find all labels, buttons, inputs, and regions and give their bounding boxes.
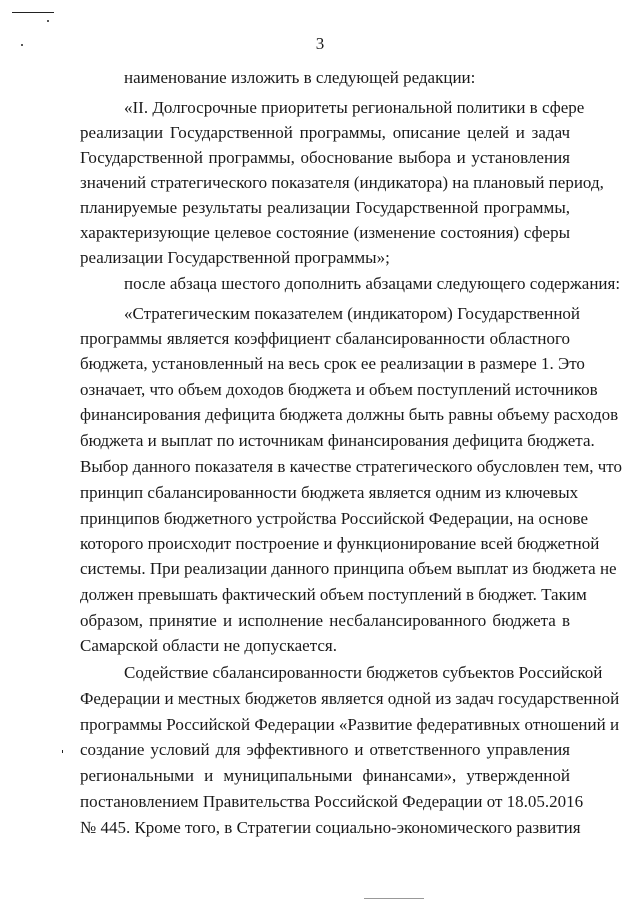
text-line: Выбор данного показателя в качестве стратегического обусловлен тем, что [80, 457, 622, 476]
text-line: региональными и муниципальными финансами», утвержденной [80, 766, 570, 785]
text-line: наименование изложить в следующей редакции: [124, 68, 476, 87]
text-line: бюджета, установленный на весь срок ее реализации в размере 1. Это [80, 354, 585, 373]
text-line: характеризующие целевое состояние (изменение состояния) сферы [80, 223, 570, 242]
text-line: системы. При реализации данного принципа объем выплат из бюджета не [80, 559, 617, 578]
text-line: «Стратегическим показателем (индикатором) Государственной [124, 304, 581, 323]
text-line: принципов бюджетного устройства Российской Федерации, на основе [80, 509, 588, 528]
text-line: после абзаца шестого дополнить абзацами следующего содержания: [124, 274, 621, 293]
text-line: принцип сбалансированности бюджета является одним из ключевых [80, 483, 579, 502]
text-line: реализации Государственной программы»; [80, 248, 390, 267]
text-line: программы является коэффициент сбалансированности областного [80, 329, 570, 348]
text-line: бюджета и выплат по источникам финансирования дефицита бюджета. [80, 431, 595, 450]
scan-artifact-dot [47, 20, 49, 22]
page-number: 3 [315, 34, 325, 53]
text-line: должен превышать фактический объем поступлений в бюджет. Таким [80, 585, 587, 604]
text-line: финансирования дефицита бюджета должны быть равны объему расходов [80, 405, 619, 424]
text-line: Содействие сбалансированности бюджетов субъектов Российской [124, 663, 603, 682]
text-line: Самарской области не допускается. [80, 636, 337, 655]
text-line: программы Российской Федерации «Развитие федеративных отношений и [80, 715, 620, 734]
scan-artifact-mark [62, 750, 63, 753]
text-line: № 445. Кроме того, в Стратегии социально-экономического развития [80, 818, 581, 837]
text-line: значений стратегического показателя (индикатора) на плановый период, [80, 173, 604, 192]
text-line: означает, что объем доходов бюджета и объем поступлений источников [80, 380, 598, 399]
text-line: постановлением Правительства Российской Федерации от 18.05.2016 [80, 792, 584, 811]
scan-artifact-line [12, 12, 54, 13]
text-line: которого происходит построение и функционирование всей бюджетной [80, 534, 600, 553]
text-line: Федерации и местных бюджетов является одной из задач государственной [80, 689, 620, 708]
text-line: «II. Долгосрочные приоритеты региональной политики в сфере [124, 98, 585, 117]
text-line: образом, принятие и исполнение несбалансированного бюджета в [80, 611, 570, 630]
text-line: планируемые результаты реализации Государственной программы, [80, 198, 570, 217]
scan-artifact-line [364, 898, 424, 899]
text-line: Государственной программы, обоснование выбора и установления [80, 148, 570, 167]
text-line: реализации Государственной программы, описание целей и задач [80, 123, 570, 142]
text-line: создание условий для эффективного и ответственного управления [80, 740, 570, 759]
